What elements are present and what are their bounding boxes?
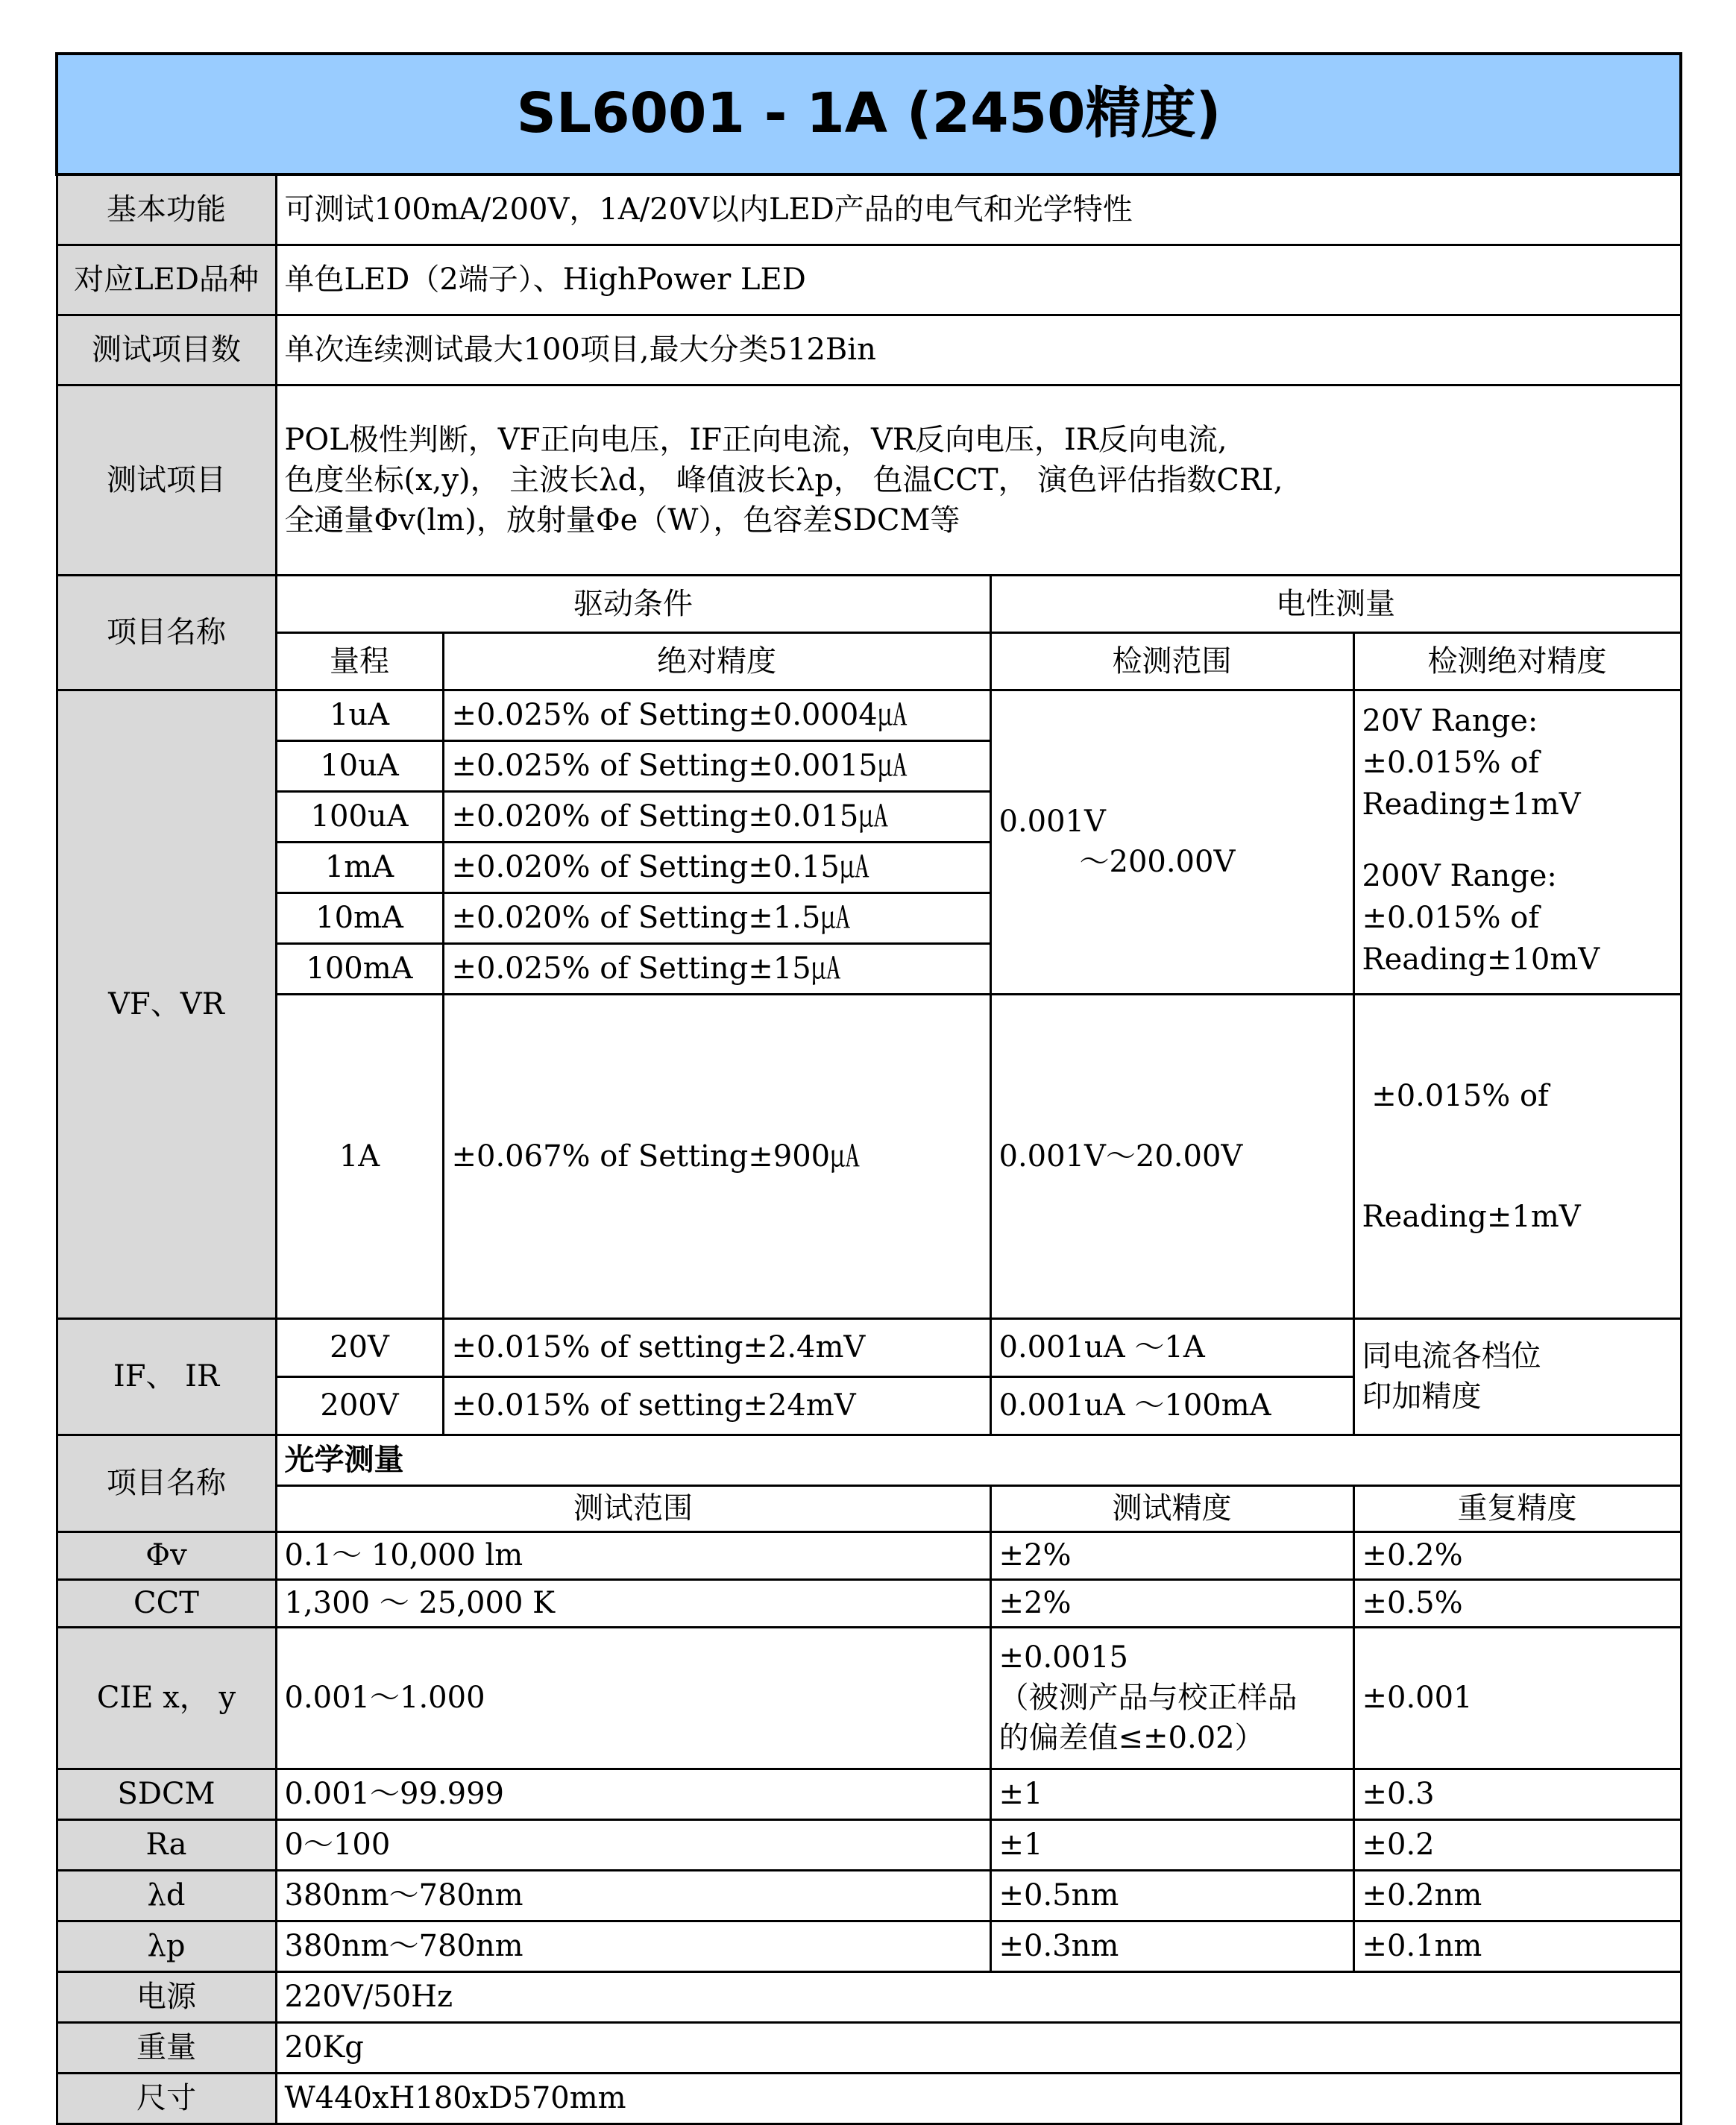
row-label: Ra xyxy=(57,1819,276,1870)
table-row xyxy=(57,1579,1681,1627)
accuracy-cell: ±0.015% of setting±24mV xyxy=(443,1376,990,1435)
if-ir-label: IF、 IR xyxy=(57,1318,276,1435)
accuracy-line: （被测产品与校正样品 xyxy=(998,1681,1298,1715)
vf-vr-label: VF、VR xyxy=(57,690,276,1318)
row-label: 电源 xyxy=(57,1971,276,2022)
row-value: 220V/50Hz xyxy=(276,1971,1681,2022)
accuracy-cell: ±2% xyxy=(990,1531,1353,1579)
detect-accuracy-header: 检测绝对精度 xyxy=(1353,632,1681,690)
range-cell: 10mA xyxy=(276,892,443,943)
test-items-list xyxy=(276,385,1681,575)
row-value: 单次连续测试最大100项目,最大分类512Bin xyxy=(276,315,1681,385)
accuracy-header: 绝对精度 xyxy=(443,632,990,690)
accuracy-cell: ±0.020% of Setting±1.5㎂ xyxy=(443,892,990,943)
optical-section-title: 光学测量 xyxy=(276,1435,1681,1485)
row-value: 单色LED（2端子）、HighPower LED xyxy=(276,245,1681,315)
range-cell: 1uA xyxy=(276,690,443,740)
range-cell: 0～100 xyxy=(276,1819,990,1870)
page-title: SL6001 - 1A (2450精度) xyxy=(57,54,1681,174)
range-cell: 100mA xyxy=(276,943,443,994)
optical-subheader-row xyxy=(57,1485,1681,1531)
accuracy-cell: ±0.015% of setting±2.4mV xyxy=(443,1318,990,1376)
range-cell: 0.001～99.999 xyxy=(276,1769,990,1819)
optical-accuracy-header: 测试精度 xyxy=(990,1485,1353,1531)
if-detect-accuracy xyxy=(1353,1318,1681,1435)
accuracy-cell: ±1 xyxy=(990,1819,1353,1870)
detect-range-cell: 0.001V～20.00V xyxy=(990,994,1353,1318)
range-cell: 20V xyxy=(276,1318,443,1376)
test-items-row xyxy=(57,385,1681,575)
accuracy-cell: ±0.025% of Setting±0.0015㎂ xyxy=(443,740,990,791)
detect-range-cell: 0.001uA ～1A xyxy=(990,1318,1353,1376)
accuracy-cell: ±2% xyxy=(990,1579,1353,1627)
table-row xyxy=(57,1870,1681,1921)
repeat-cell: ±0.2% xyxy=(1353,1531,1681,1579)
row-label: λp xyxy=(57,1921,276,1971)
row-value: 20Kg xyxy=(276,2022,1681,2073)
spacer xyxy=(1362,825,1673,855)
row-label: Φv xyxy=(57,1531,276,1579)
repeat-cell: ±0.001 xyxy=(1353,1627,1681,1769)
detect-range-line: ～200.00V xyxy=(1079,845,1236,879)
range-cell: 1mA xyxy=(276,842,443,892)
table-row xyxy=(57,1921,1681,1971)
spec-table xyxy=(55,52,1682,2125)
table-row xyxy=(57,1627,1681,1769)
range-cell: 380nm～780nm xyxy=(276,1921,990,1971)
detect-accuracy-line: Reading±10mV xyxy=(1362,942,1600,977)
row-label: 重量 xyxy=(57,2022,276,2073)
electrical-header-row xyxy=(57,575,1681,632)
accuracy-line: ±0.0015 xyxy=(998,1640,1128,1675)
item-name-label: 项目名称 xyxy=(57,575,276,690)
repeat-cell: ±0.3 xyxy=(1353,1769,1681,1819)
electrical-subheader-row xyxy=(57,632,1681,690)
measure-header: 电性测量 xyxy=(990,575,1681,632)
accuracy-cell: ±1 xyxy=(990,1769,1353,1819)
optical-range-header: 测试范围 xyxy=(276,1485,990,1531)
detect-accuracy-line: ±0.015% of xyxy=(1362,1078,1549,1113)
repeat-cell: ±0.1nm xyxy=(1353,1921,1681,1971)
table-row xyxy=(57,2022,1681,2073)
detect-accuracy-line: ±0.015% of xyxy=(1362,900,1540,935)
range-cell: 1,300 ～ 25,000 K xyxy=(276,1579,990,1627)
optical-header-row xyxy=(57,1435,1681,1485)
accuracy-cell: ±0.3nm xyxy=(990,1921,1353,1971)
range-cell: 1A xyxy=(276,994,443,1318)
detect-accuracy-line: 印加精度 xyxy=(1362,1379,1482,1414)
detect-accuracy-line: 同电流各档位 xyxy=(1362,1339,1541,1373)
range-cell: 10uA xyxy=(276,740,443,791)
row-value: 可测试100mA/200V，1A/20V以内LED产品的电气和光学特性 xyxy=(276,174,1681,245)
optical-repeat-header: 重复精度 xyxy=(1353,1485,1681,1531)
table-row xyxy=(57,690,1681,740)
test-items-line: 色度坐标(x,y)， 主波长λd， 峰值波长λp， 色温CCT， 演色评估指数CRI, xyxy=(284,462,1283,497)
test-items-line: POL极性判断，VF正向电压，IF正向电流，VR反向电压，IR反向电流, xyxy=(284,422,1227,457)
row-label: SDCM xyxy=(57,1769,276,1819)
detect-range-line: 0.001V xyxy=(998,805,1106,839)
table-row xyxy=(57,1769,1681,1819)
detect-range-header: 检测范围 xyxy=(990,632,1353,690)
row-label: CCT xyxy=(57,1579,276,1627)
range-cell: 380nm～780nm xyxy=(276,1870,990,1921)
table-row xyxy=(57,1318,1681,1376)
detect-accuracy-line: Reading±1mV xyxy=(1362,787,1581,822)
accuracy-cell: ±0.020% of Setting±0.15㎂ xyxy=(443,842,990,892)
basic-row xyxy=(57,245,1681,315)
accuracy-cell xyxy=(990,1627,1353,1769)
range-cell: 200V xyxy=(276,1376,443,1435)
detect-accuracy-cell xyxy=(1353,994,1681,1318)
accuracy-cell: ±0.5nm xyxy=(990,1870,1353,1921)
table-row xyxy=(57,1819,1681,1870)
detect-range-cell: 0.001uA ～100mA xyxy=(990,1376,1353,1435)
repeat-cell: ±0.2nm xyxy=(1353,1870,1681,1921)
range-cell: 0.1～ 10,000 lm xyxy=(276,1531,990,1579)
vf-detect-accuracy xyxy=(1353,690,1681,994)
accuracy-cell: ±0.025% of Setting±15㎂ xyxy=(443,943,990,994)
test-items-line: 全通量Φv(lm)，放射量Φe（W），色容差SDCM等 xyxy=(284,503,960,538)
accuracy-cell: ±0.067% of Setting±900㎂ xyxy=(443,994,990,1318)
basic-row xyxy=(57,174,1681,245)
repeat-cell: ±0.2 xyxy=(1353,1819,1681,1870)
table-row xyxy=(57,994,1681,1318)
accuracy-cell: ±0.025% of Setting±0.0004㎂ xyxy=(443,690,990,740)
detect-accuracy-line: 200V Range: xyxy=(1362,858,1557,893)
table-row xyxy=(57,1971,1681,2022)
accuracy-cell: ±0.020% of Setting±0.015㎂ xyxy=(443,791,990,842)
table-row xyxy=(57,1531,1681,1579)
detect-accuracy-line: 20V Range: xyxy=(1362,703,1538,738)
drive-header: 驱动条件 xyxy=(276,575,990,632)
row-label: 对应LED品种 xyxy=(57,245,276,315)
row-label: 基本功能 xyxy=(57,174,276,245)
item-name-label: 项目名称 xyxy=(57,1435,276,1531)
row-label: 测试项目数 xyxy=(57,315,276,385)
row-value: W440xH180xD570mm xyxy=(276,2073,1681,2124)
basic-row xyxy=(57,315,1681,385)
row-label: CIE x， y xyxy=(57,1627,276,1769)
row-label: 尺寸 xyxy=(57,2073,276,2124)
range-header: 量程 xyxy=(276,632,443,690)
repeat-cell: ±0.5% xyxy=(1353,1579,1681,1627)
range-cell: 100uA xyxy=(276,791,443,842)
detect-accuracy-line: Reading±1mV xyxy=(1362,1199,1581,1234)
row-label: λd xyxy=(57,1870,276,1921)
vf-detect-range xyxy=(990,690,1353,994)
detect-accuracy-line: ±0.015% of xyxy=(1362,745,1540,780)
row-label: 测试项目 xyxy=(57,385,276,575)
range-cell: 0.001～1.000 xyxy=(276,1627,990,1769)
accuracy-line: 的偏差值≤±0.02） xyxy=(998,1721,1265,1755)
table-row xyxy=(57,2073,1681,2124)
